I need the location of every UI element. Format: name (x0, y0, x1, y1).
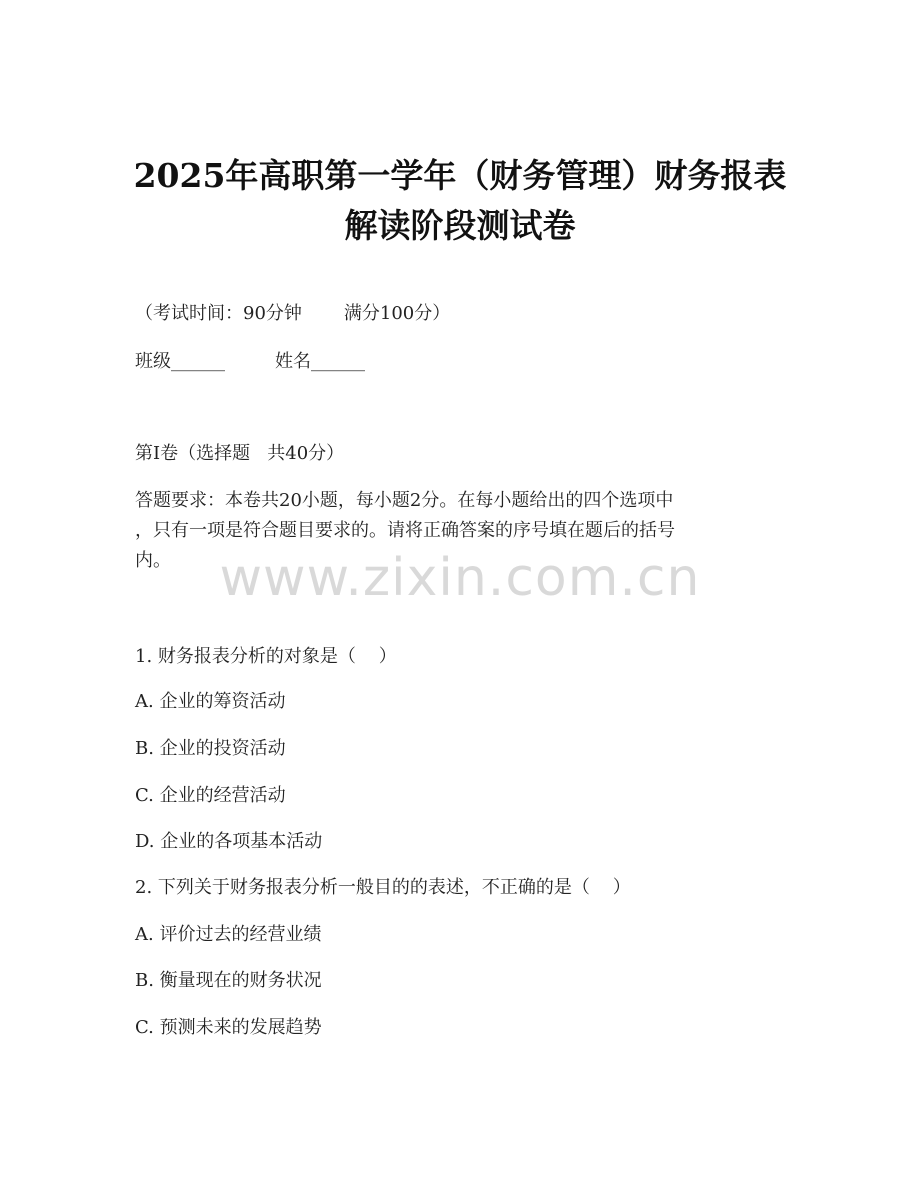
name-field: 姓名______ (275, 351, 365, 372)
question-2-stem: 2. 下列关于财务报表分析一般目的的表述，不正确的是（ ） (135, 877, 631, 898)
student-fields (135, 350, 365, 374)
question-2-option-b: B. 衡量现在的财务状况 (135, 970, 322, 991)
title-line-1: 2025年高职第一学年（财务管理）财务报表 (133, 156, 787, 195)
question-2-option-c: C. 预测未来的发展趋势 (135, 1017, 322, 1038)
question-1-stem: 1. 财务报表分析的对象是（ ） (135, 646, 397, 667)
instructions-line-3: 内。 (135, 550, 171, 571)
question-1-option-a: A. 企业的筹资活动 (135, 691, 286, 712)
class-field: 班级______ (135, 351, 225, 372)
watermark: www.zixin.com.cn (219, 548, 701, 608)
title-line-2: 解读阶段测试卷 (344, 206, 576, 245)
instructions-line-1: 答题要求：本卷共20小题，每小题2分。在每小题给出的四个选项中 (135, 490, 674, 511)
instructions-line-2: ，只有一项是符合题目要求的。请将正确答案的序号填在题后的括号 (135, 520, 675, 541)
exam-info (135, 302, 450, 326)
question-1-option-b: B. 企业的投资活动 (135, 738, 286, 759)
exam-score: 满分100分） (343, 303, 451, 324)
exam-time: （考试时间：90分钟 (135, 303, 302, 324)
question-1-option-c: C. 企业的经营活动 (135, 785, 286, 806)
section-heading: 第I卷（选择题 共40分） (135, 443, 345, 464)
question-2-option-a: A. 评价过去的经营业绩 (135, 924, 322, 945)
question-1-option-d: D. 企业的各项基本活动 (135, 831, 323, 852)
